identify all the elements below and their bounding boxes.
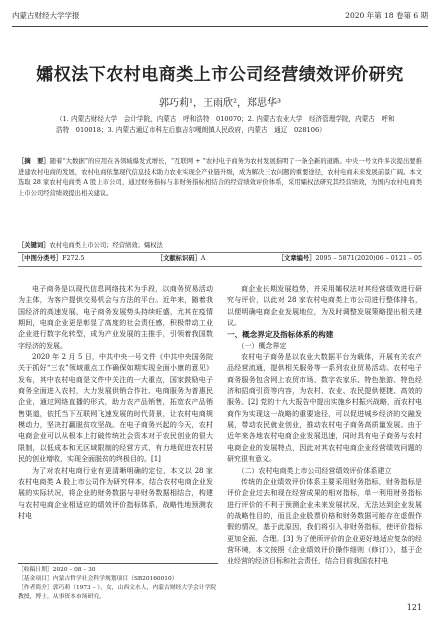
keywords-label: ［关键词］ (18, 242, 50, 249)
section-heading: 一、概念界定及指标体系的构建 (227, 330, 334, 340)
abstract (18, 157, 422, 199)
paragraph: 2020 年 2 月 5 日，中共中央一号文件《中共中央国务院关于抓好“三农”领域重点工作确保如期实现全面小康的意见》发布，其中农村电商是文件中关注的一大重点，国家鼓励电子商务全面进入农村，大力发展供销合作社、电商服务为普惠民企业，通过网络直播的形式，助力农产品销售，拓宽农产品销售渠道，依托当下互联网飞速发展的时代背景，让农村电商规模动力，坚决打赢脱贫攻坚战。在电子商务兴起的今天，农村电商企业可以从根本上打破传统社会资本对于农民创业的很大限制，以低成本和无区域限制的经营方式，有力地促进农村居民的创业增收，实现全面脱贫的终极目的。[1] (18, 353, 213, 464)
clc-value: F272.5 (62, 255, 85, 262)
classification-row (18, 254, 422, 264)
clc (18, 254, 84, 264)
doc-code-value: A (200, 255, 206, 262)
keywords (18, 241, 422, 251)
divider (18, 252, 422, 253)
subsection-heading: （二）农村电商类上市公司经营绩效评价体系建立 (237, 466, 392, 475)
paragraph: 为了对农村电商行业有更清晰明确的定位，本文以 28 家农村电商类 A 股上市公司作为研究样本，结合农村电商企业发展的实际状况，将企业的财务数据与非财务数据相结合，构建与农村电商企业相适应的绩效评价指标体系，战略性地预测农村电 (18, 466, 213, 520)
paragraph: 农村电子商务是以农业大数据平台为载体，开展有关农产品经营流通，提供相关服务等一系列农业贸易活动。农村电子商务服务包含网上农贸市场、数字农家乐、特色旅游、特色经济和招商引资等内容，为农村、农业、农民提供便捷、高效的服务。[2] 党的十九大报告中提出实施乡村振兴战略，而农村电商作为实现这一战略的重要途径，可以促进城乡经济的交融发展，带动农民就业创业，推动农村电子商务高质量发展。由于近年来各地农村电商企业发展迅速，同时具有电子商务与农村电商企业的发展特点，因此对其农村电商企业经营绩效问题的研究很有意义。 (227, 353, 422, 464)
doc-code (157, 254, 206, 264)
footnote: ［作者简介］郭巧莉（1973 – ），女，山西文水人，内蒙古财经大学会计学院教授，博士，从事资本市场研究。 (18, 585, 217, 600)
clc-label: ［中图分类号］ (18, 255, 63, 262)
author-list: 郭巧莉¹，王雨欣²，郑思华³ (158, 98, 282, 109)
issue-info: 2020 年第 18 卷第 6 期 (345, 10, 428, 20)
article-title: 孀权法下农村电商类上市公司经营绩效评价研究 (36, 65, 404, 85)
abstract-text: 随着“大数据”的应用在各领域爆发式增长，“互联网 + ”农村电子商务为农村发展指明了一条全新的道路。中央一号文件多次提出要推进建农村电商的发展，农村电商依靠现代信息技术助力农业实现全产业链升级，成为解决三农问题的重要途径，农村电商未来发展前景广阔。本文选取 28 家农村电商类 A 股上市公司，通过财务指标与非财务指标相结合的经营绩效评价体系，采用孀权法研究其经营绩效，为国内农村电商类上市公司经营绩效提出相关建议。 (18, 158, 423, 197)
page-number: 121 (406, 603, 422, 612)
abstract-label: ［摘 要］ (18, 158, 50, 165)
subsection-heading: （一）概念界定 (237, 341, 287, 350)
right-column (227, 284, 422, 568)
paragraph: 电子商务是以现代信息网络技术为手段，以商务贸易活动为主体，为客户提供交易机会与方法的平台。近年来，随着我国经济的高速发展，电子商务发展势头持续旺盛，尤其在疫情期间，电商企业更是彰显了高度的社会责任感，积极带动工业企业进行数字化转型，成为产业发展的主推手，引领着我国数字经济的发展。 (18, 285, 213, 350)
footnote: ［收稿日期］2020 – 08 – 30 (18, 567, 96, 573)
footnote: ［基金项目］内蒙古哲学社会科学规划项目（SB20160010） (18, 576, 178, 582)
running-header (12, 4, 428, 27)
article-number-label: ［文章编号］ (277, 255, 316, 262)
keywords-text: 农村电商类上市公司；经营绩效；孀权法 (49, 242, 163, 249)
article-number (278, 254, 422, 264)
article-number-value: 2095 – 5871(2020)06 – 0121 – 05 (315, 255, 422, 262)
paragraph: 商企业长期发展趋势，并采用孀权法对其经营绩效进行研究与评价，以此对 28 家农村电商类上市公司进行整体排名，以便明确电商企业发展地位，为及时调整发展策略提出相关建议。 (227, 285, 422, 328)
left-column (18, 284, 213, 522)
doc-code-label: ［文献标识码］ (156, 255, 201, 262)
divider (18, 266, 422, 267)
journal-name: 内蒙古财经大学学报 (12, 10, 80, 20)
paragraph: 传统的企业绩效评价体系主要采用财务指标，财务指标是评价企业过去和现在经营成果的相对指标，单一利用财务指标进行评价的不利于预测企业未来发展状况，无法达到企业发展的战略性目的，而且企业股票价格和财务数据可能存在虚假作假的情况，基于此原因，我们将引入非财务指标，使评价指标更加全面、合理。[3] 为了使所评价的企业更好地适应复杂的经营环境，本文按照《企业绩效评价操作细则（修订）》，基于企业经营的经济目标和社会责任，结合目前我国农村电 (227, 477, 422, 566)
footnotes (18, 563, 218, 602)
affiliation: （1. 内蒙古财经大学 会计学院，内蒙古 呼和浩特 010070；2. 内蒙古农业大学 经济管理学院，内蒙古 呼和浩特 010018；3. 内蒙古通辽市科左后旗吉尔嘎朗镇人民政府，内蒙古 通辽 028106） (56, 115, 395, 134)
